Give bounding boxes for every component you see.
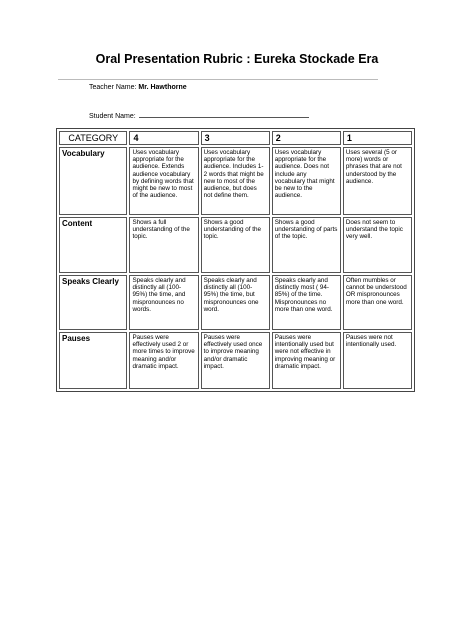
rubric-header-row	[59, 131, 412, 145]
rubric-row-speaks-clearly	[59, 275, 412, 330]
header-category: CATEGORY	[59, 131, 127, 145]
criterion-cell: Pauses were effectively used 2 or more times to improve meaning and/or dramatic impact.	[129, 332, 198, 389]
student-line	[89, 110, 309, 120]
criterion-cell: Uses vocabulary appropriate for the audience. Includes 1-2 words that might be new to most of the audience, but does not define them.	[201, 147, 270, 215]
criterion-cell: Uses several (5 or more) words or phrases that are not understood by the audience.	[343, 147, 412, 215]
teacher-label: Teacher Name:	[89, 84, 137, 91]
category-label: Speaks Clearly	[59, 275, 127, 330]
criterion-cell: Does not seem to understand the topic very well.	[343, 217, 412, 273]
criterion-cell: Pauses were intentionally used but were not effective in improving meaning or dramatic impact.	[272, 332, 341, 389]
student-name-blank[interactable]	[139, 110, 309, 118]
criterion-cell: Shows a good understanding of parts of the topic.	[272, 217, 341, 273]
title-divider	[58, 79, 378, 80]
header-level-3: 3	[201, 131, 270, 145]
header-level-4: 4	[129, 131, 198, 145]
category-label: Vocabulary	[59, 147, 127, 215]
criterion-cell: Uses vocabulary appropriate for the audience. Extends audience vocabulary by defining words that might be new to most of the audience.	[129, 147, 198, 215]
header-level-2: 2	[272, 131, 341, 145]
criterion-cell: Speaks clearly and distinctly most ( 94-85%) of the time. Mispronounces no more than one word.	[272, 275, 341, 330]
criterion-cell: Often mumbles or cannot be understood OR mispronounces more than one word.	[343, 275, 412, 330]
criterion-cell: Uses vocabulary appropriate for the audience. Does not include any vocabulary that might be new to the audience.	[272, 147, 341, 215]
document-title: Oral Presentation Rubric : Eureka Stockade Era	[95, 52, 379, 66]
student-label: Student Name:	[89, 113, 136, 120]
criterion-cell: Pauses were not intentionally used.	[343, 332, 412, 389]
teacher-line	[89, 84, 187, 91]
rubric-row-content	[59, 217, 412, 273]
category-label: Content	[59, 217, 127, 273]
teacher-name: Mr. Hawthorne	[138, 84, 187, 91]
criterion-cell: Pauses were effectively used once to improve meaning and/or dramatic impact.	[201, 332, 270, 389]
criterion-cell: Speaks clearly and distinctly all (100-95%) the time, but mispronounces one word.	[201, 275, 270, 330]
criterion-cell: Speaks clearly and distinctly all (100-95%) the time, and mispronounces no words.	[129, 275, 198, 330]
criterion-cell: Shows a good understanding of the topic.	[201, 217, 270, 273]
rubric-table	[56, 128, 415, 392]
rubric-row-pauses	[59, 332, 412, 389]
category-label: Pauses	[59, 332, 127, 389]
criterion-cell: Shows a full understanding of the topic.	[129, 217, 198, 273]
rubric-row-vocabulary	[59, 147, 412, 215]
header-level-1: 1	[343, 131, 412, 145]
